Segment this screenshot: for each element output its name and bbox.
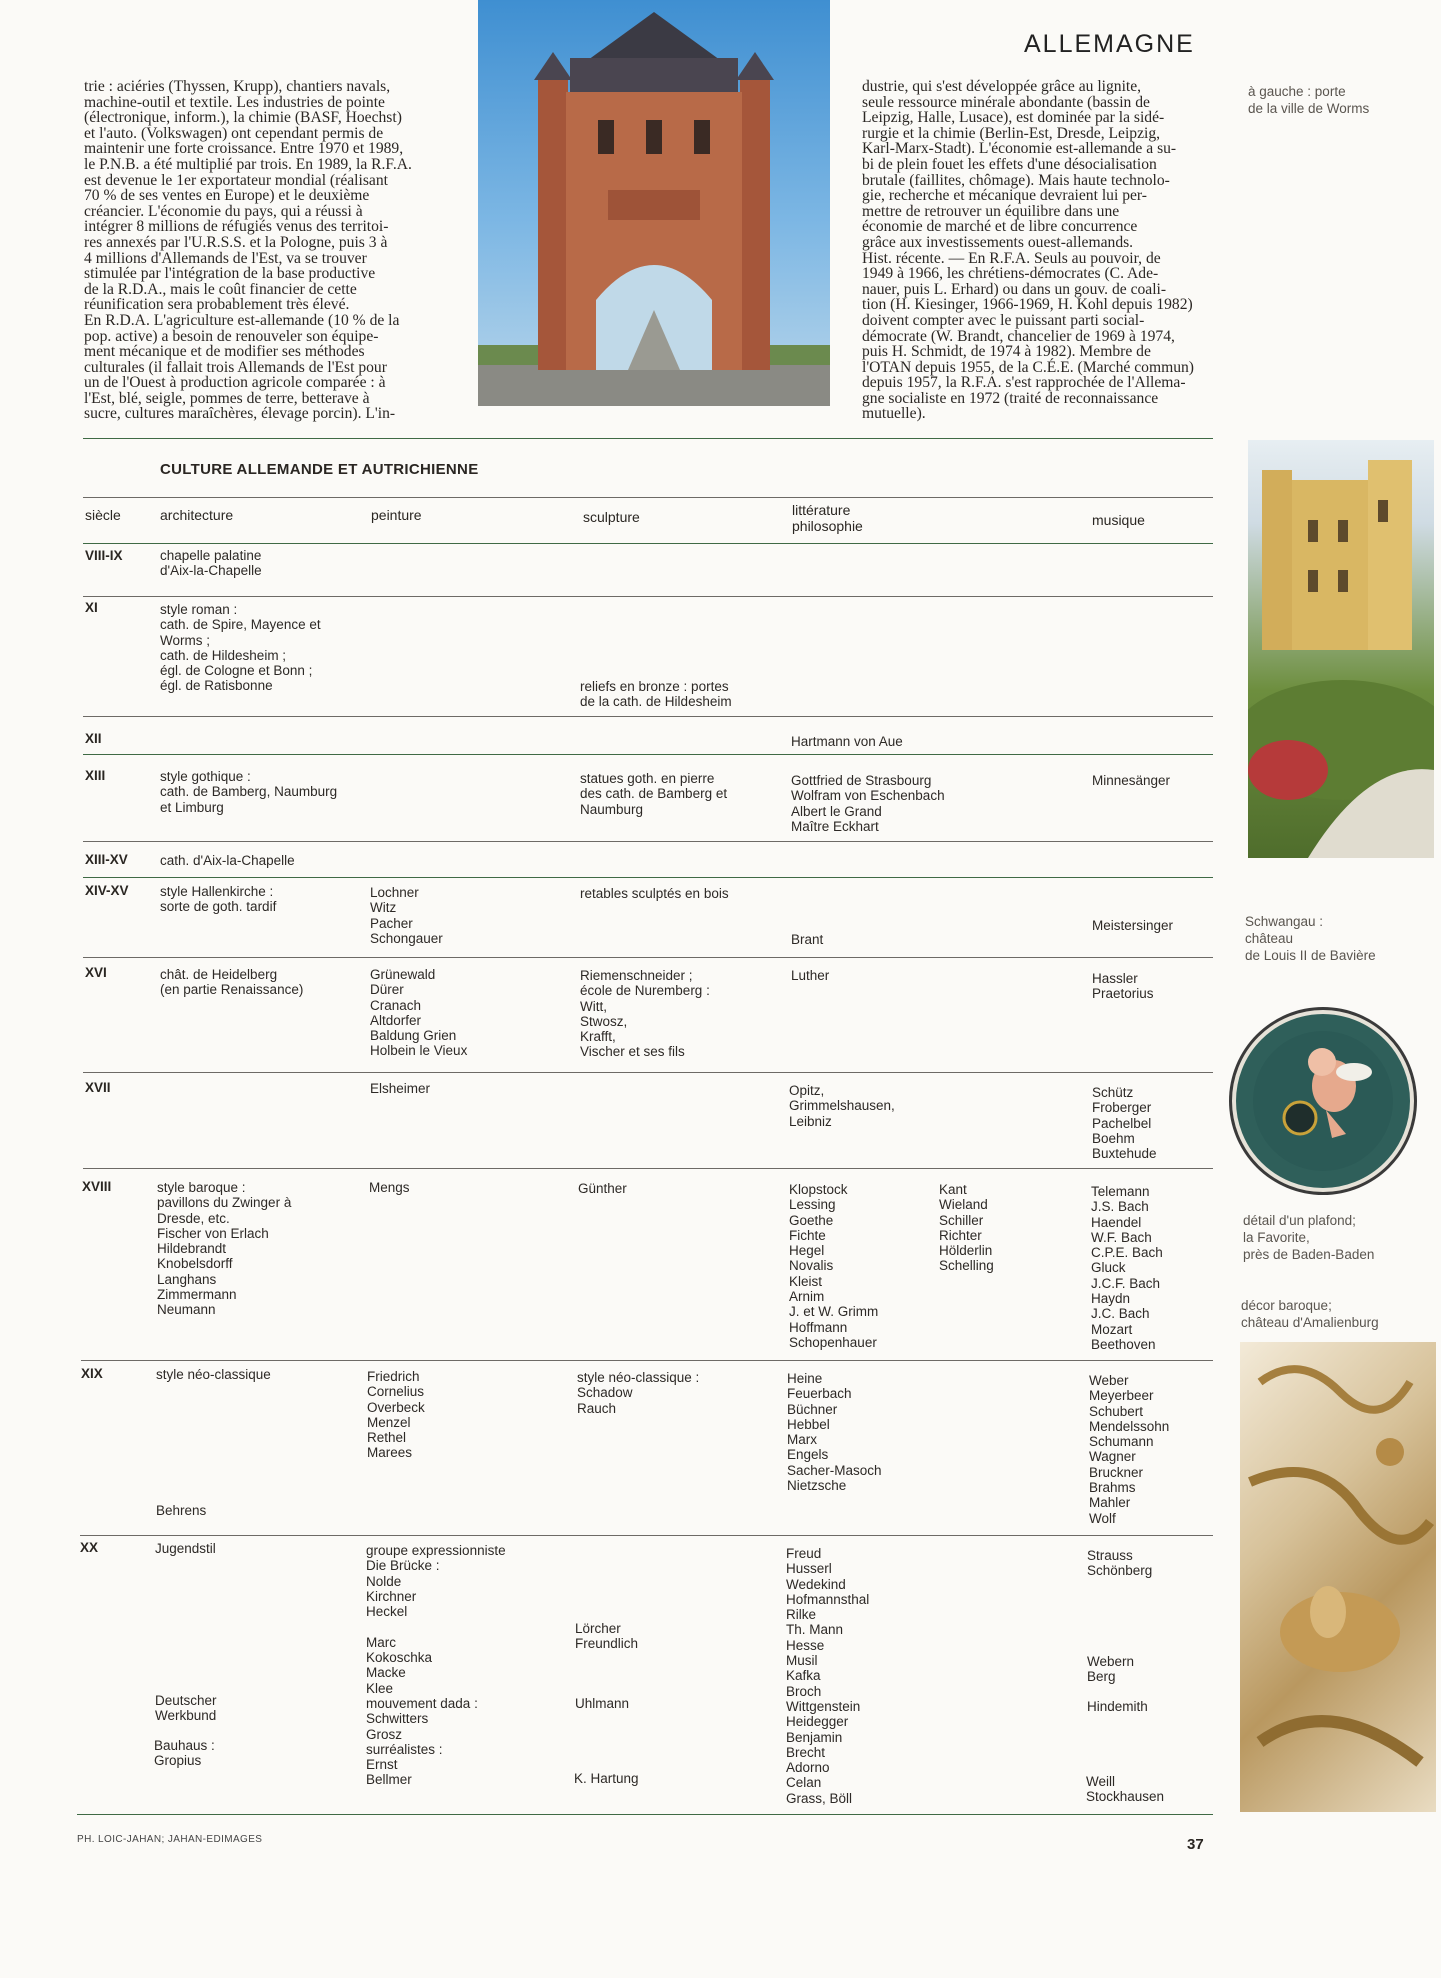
baroque-decor-illustration	[1240, 1342, 1436, 1812]
cell-architecture: chapelle palatine d'Aix-la-Chapelle	[160, 548, 262, 579]
column-header-peinture: peinture	[371, 507, 422, 523]
cell-musique: Telemann J.S. Bach Haendel W.F. Bach C.P.E. Bach Gluck J.C.F. Bach Haydn J.C. Bach Mozart Beethoven	[1091, 1184, 1163, 1352]
cell-musique: Meistersinger	[1092, 918, 1174, 933]
cell-architecture: cath. d'Aix-la-Chapelle	[160, 853, 295, 868]
row-century: XIV-XV	[85, 883, 129, 898]
cell-sculpture: Günther	[578, 1181, 627, 1196]
cell-musique: Weber Meyerbeer Schubert Mendelssohn Schumann Wagner Bruckner Brahms Mahler Wolf	[1089, 1373, 1170, 1526]
cell-litterature: Freud Husserl Wedekind Hofmannsthal Rilke Th. Mann Hesse Musil Kafka Broch Wittgenstein Heidegger Benjamin Brecht Adorno Celan Grass, Böll	[786, 1546, 870, 1806]
table-row-rule	[83, 596, 1213, 597]
row-century: XIII-XV	[85, 852, 128, 867]
cell-peinture: Elsheimer	[370, 1081, 431, 1096]
table-row-rule	[83, 841, 1213, 842]
page-number: 37	[1187, 1836, 1204, 1853]
row-century: XVI	[85, 965, 107, 980]
cherub-illustration	[1236, 1014, 1410, 1188]
cell-musique: Hassler Praetorius	[1092, 971, 1154, 1002]
photo-ceiling-detail	[1232, 1010, 1414, 1192]
photo-worms-gate	[478, 0, 830, 406]
cell-musique: Schütz Froberger Pachelbel Boehm Buxtehude	[1092, 1085, 1157, 1162]
column-header-litterature: littérature philosophie	[792, 502, 863, 534]
table-row-rule	[83, 543, 1213, 544]
cell-sculpture: retables sculptés en bois	[580, 886, 729, 901]
cell-architecture-werkbund: Deutscher Werkbund	[155, 1693, 217, 1724]
cell-litterature: Klopstock Lessing Goethe Fichte Hegel Novalis Kleist Arnim J. et W. Grimm Hoffmann Schopenhauer	[789, 1182, 879, 1350]
cell-musique-hindemith: Hindemith	[1087, 1699, 1148, 1714]
cell-architecture: Jugendstil	[155, 1541, 216, 1556]
photo-credit: PH. LOIC-JAHAN; JAHAN-EDIMAGES	[77, 1834, 263, 1845]
table-row-rule	[83, 1072, 1213, 1073]
photo-schwangau-castle	[1248, 440, 1434, 858]
cell-sculpture-uhlmann: Uhlmann	[575, 1696, 630, 1711]
cell-peinture: groupe expressionniste Die Brücke : Nolde Kirchner Heckel Marc Kokoschka Macke Klee mouvement dada : Schwitters Grosz surréalistes : Ernst Bellmer	[366, 1543, 506, 1788]
column-header-architecture: architecture	[160, 507, 234, 523]
column-header-siecle: siècle	[85, 507, 121, 523]
row-century: XIX	[81, 1366, 103, 1381]
cell-litterature: Opitz, Grimmelshausen, Leibniz	[789, 1083, 895, 1129]
table-title: CULTURE ALLEMANDE ET AUTRICHIENNE	[160, 461, 479, 478]
cell-philosophie: Kant Wieland Schiller Richter Hölderlin Schelling	[939, 1182, 994, 1274]
cell-musique: Minnesänger	[1092, 773, 1171, 788]
cell-architecture: style gothique : cath. de Bamberg, Naumburg et Limburg	[160, 769, 338, 815]
table-row-rule	[83, 1168, 1213, 1169]
table-top-rule	[83, 438, 1213, 439]
cell-sculpture: Riemenschneider ; école de Nuremberg : Witt, Stwosz, Krafft, Vischer et ses fils	[580, 968, 710, 1060]
cell-litterature: Brant	[791, 932, 824, 947]
table-row-rule	[83, 877, 1213, 878]
column-header-sculpture: sculpture	[583, 509, 640, 525]
caption-schwangau: Schwangau : château de Louis II de Bavière	[1245, 914, 1376, 963]
cell-sculpture-hartung: K. Hartung	[574, 1771, 639, 1786]
cell-architecture: style néo-classique	[156, 1367, 271, 1382]
cell-sculpture: reliefs en bronze : portes de la cath. de Hildesheim	[580, 679, 732, 710]
cell-litterature: Heine Feuerbach Büchner Hebbel Marx Engels Sacher-Masoch Nietzsche	[787, 1371, 882, 1494]
cell-litterature: Hartmann von Aue	[791, 734, 903, 749]
row-century: XI	[85, 600, 98, 615]
table-row-rule	[83, 754, 1213, 755]
cell-musique-webern: Webern Berg	[1087, 1654, 1135, 1685]
cell-peinture: Mengs	[369, 1180, 410, 1195]
cell-litterature: Luther	[791, 968, 830, 983]
table-header-rule	[83, 497, 1213, 498]
table-row-rule	[81, 1360, 1213, 1361]
row-century: VIII-IX	[85, 548, 123, 563]
photo-amalienburg-decor	[1240, 1342, 1436, 1812]
row-century: XVIII	[82, 1179, 112, 1194]
row-century: XII	[85, 731, 102, 746]
row-century: XX	[80, 1540, 99, 1555]
cell-sculpture: statues goth. en pierre des cath. de Bamberg et Naumburg	[580, 771, 728, 817]
intro-text-column-1: trie : aciéries (Thyssen, Krupp), chantiers navals, machine-outil et textile. Les industries de pointe (électronique, inform.), la chimie (BASF, Hoechst) et l'auto. (Volkswagen) ont cependant permis de maintenir une forte croissance. Entre 1970 et 1989, le P.N.B. a été multiplié par trois. En 1989, la R.F.A. est devenue le 1er exportateur mondial (réalisant 70 % de ses ventes en Europe) et le deuxième créancier. L'économie du pays, qui a réussi à intégrer 8 millions de réfugiés venus des territoi- res annexés par l'U.R.S.S. et la Pologne, puis 3 à 4 millions d'Allemands de l'Est, va se trouver stimulée par l'intégration de la base productive de la R.D.A., mais le coût financier de cette réunification sera probablement très élevé. En R.D.A. L'agriculture est-allemande (10 % de la pop. active) a besoin de renouveler son équipe- ment mécanique et de modifier ses méthodes culturales (il fallait trois Allemands de l'Est pour un de l'Ouest à production agricole comparée : à l'Est, blé, seigle, pommes de terre, betterave à sucre, cultures maraîchères, élevage porcin). L'in-	[84, 78, 412, 423]
caption-plafond: détail d'un plafond; la Favorite, près de Baden-Baden	[1243, 1213, 1375, 1262]
cell-peinture: Lochner Witz Pacher Schongauer	[370, 885, 443, 946]
cell-peinture: Friedrich Cornelius Overbeck Menzel Rethel Marees	[367, 1369, 425, 1461]
cell-architecture: style Hallenkirche : sorte de goth. tardif	[160, 884, 277, 915]
table-row-rule	[83, 716, 1213, 717]
page-header-title: ALLEMAGNE	[1024, 30, 1195, 58]
column-header-musique: musique	[1092, 512, 1145, 528]
worms-gate-illustration	[478, 0, 830, 406]
cell-sculpture: style néo-classique : Schadow Rauch	[577, 1370, 700, 1416]
cell-musique-weill: Weill Stockhausen	[1086, 1774, 1165, 1805]
row-century: XVII	[85, 1080, 111, 1095]
cell-architecture: chât. de Heidelberg (en partie Renaissance)	[160, 967, 304, 998]
cell-architecture-late: Behrens	[156, 1503, 207, 1518]
cell-musique: Strauss Schönberg	[1087, 1548, 1153, 1579]
table-row-rule	[80, 1535, 1213, 1536]
cell-architecture: style baroque : pavillons du Zwinger à Dresde, etc. Fischer von Erlach Hildebrandt Knobelsdorff Langhans Zimmermann Neumann	[157, 1180, 292, 1318]
row-century: XIII	[85, 768, 106, 783]
intro-text-column-2: dustrie, qui s'est développée grâce au lignite, seule ressource minérale abondante (bassin de Leipzig, Halle, Lusace), est dominée par la sidé- rurgie et la chimie (Berlin-Est, Dresde, Leipzig, Karl-Marx-Stadt). L'économie est-allemande a su- bi de plein fouet les effets d'une désocialisation brutale (faillites, chômage). Mais haute technolo- gie, recherche et mécanique devraient lui per- mettre de retrouver un équilibre dans une économie de marché et de libre concurrence grâce aux investissements ouest-allemands. Hist. récente. — En R.F.A. Seuls au pouvoir, de 1949 à 1966, les chrétiens-démocrates (C. Ade- nauer, puis L. Erhard) ou dans un gouv. de coali- tion (H. Kiesinger, 1966-1969, H. Kohl depuis 1982) doivent compter avec le puissant parti social- démocrate (W. Brandt, chancelier de 1969 à 1974, puis H. Schmidt, de 1974 à 1982). Membre de l'OTAN depuis 1955, de la C.É.E. (Marché commun) depuis 1957, la R.F.A. s'est rapprochée de l'Allema- gne socialiste en 1972 (traité de reconnaissance mutuelle).	[862, 78, 1194, 423]
cell-litterature: Gottfried de Strasbourg Wolfram von Eschenbach Albert le Grand Maître Eckhart	[791, 773, 945, 834]
cell-peinture: Grünewald Dürer Cranach Altdorfer Baldung Grien Holbein le Vieux	[370, 967, 468, 1059]
schwangau-illustration	[1248, 440, 1434, 858]
cell-architecture: style roman : cath. de Spire, Mayence et Worms ; cath. de Hildesheim ; égl. de Cologne et Bonn ; égl. de Ratisbonne	[160, 602, 321, 694]
cell-architecture-bauhaus: Bauhaus : Gropius	[154, 1738, 215, 1769]
caption-worms: à gauche : porte de la ville de Worms	[1248, 84, 1370, 116]
caption-amalienburg: décor baroque; château d'Amalienburg	[1241, 1298, 1379, 1330]
table-row-rule	[83, 957, 1213, 958]
table-bottom-rule	[77, 1814, 1213, 1815]
cell-sculpture: Lörcher Freundlich	[575, 1621, 639, 1652]
